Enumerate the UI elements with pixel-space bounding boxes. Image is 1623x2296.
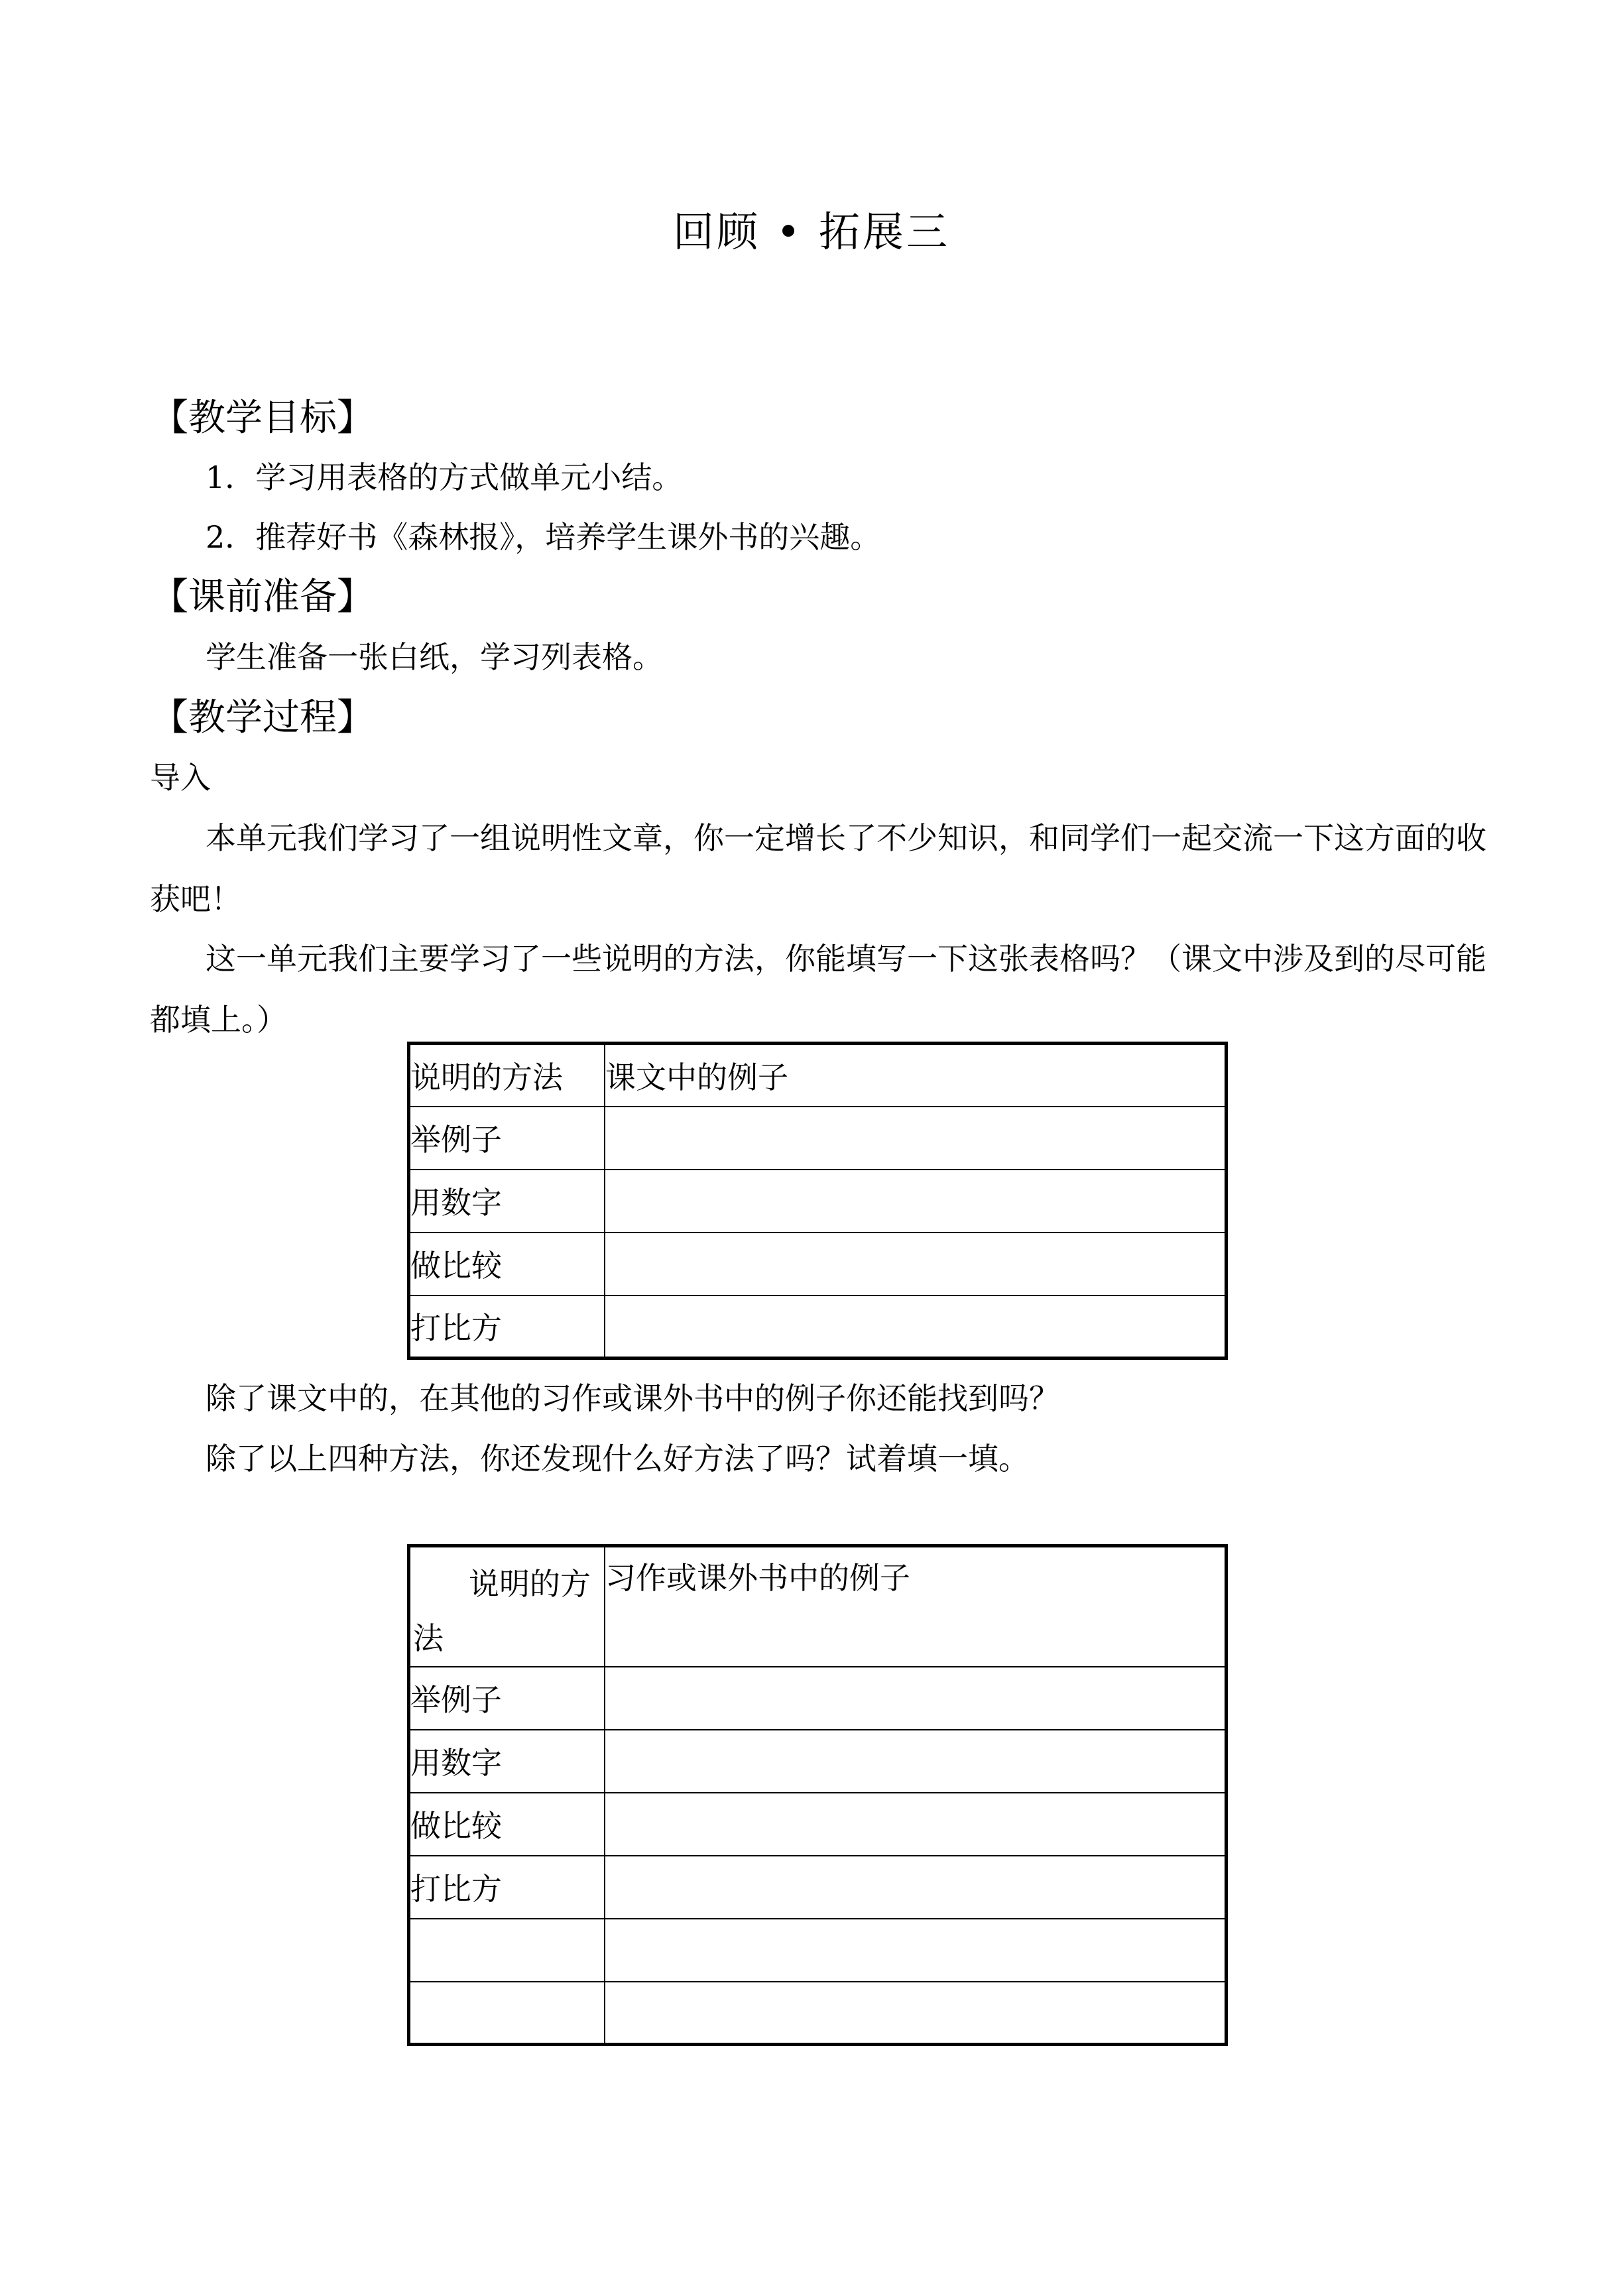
table-cell-method: 举例子 bbox=[409, 1667, 605, 1730]
table-cell-method: 打比方 bbox=[409, 1296, 605, 1359]
table-cell-example[interactable] bbox=[605, 1296, 1227, 1359]
table-cell-example[interactable] bbox=[605, 1667, 1227, 1730]
table-cell-example[interactable] bbox=[605, 1170, 1227, 1233]
table-cell-method: 用数字 bbox=[409, 1170, 605, 1233]
table-cell-method: 用数字 bbox=[409, 1730, 605, 1793]
table-cell-example[interactable] bbox=[605, 1856, 1227, 1919]
table-row bbox=[409, 1919, 1227, 1982]
table-header-row bbox=[409, 1546, 1227, 1667]
page-title: 回顾 • 拓展三 bbox=[673, 208, 950, 256]
table-cell-example[interactable] bbox=[605, 1793, 1227, 1856]
table-header-method bbox=[409, 1546, 605, 1667]
methods-table-textbook bbox=[407, 1042, 1228, 1360]
table-row bbox=[409, 1856, 1227, 1919]
table-row bbox=[409, 1170, 1227, 1233]
table-row bbox=[409, 1107, 1227, 1170]
intro-paragraph-4: 除了以上四种方法，你还发现什么好方法了吗？试着填一填。 bbox=[206, 1441, 1029, 1477]
intro-label: 导入 bbox=[150, 760, 211, 796]
table-cell-method: 做比较 bbox=[409, 1793, 605, 1856]
prep-heading: 【课前准备】 bbox=[151, 575, 374, 619]
goal-item-2: 2．推荐好书《森林报》，培养学生课外书的兴趣。 bbox=[206, 519, 881, 555]
table-header-method-line2: 法 bbox=[413, 1620, 444, 1656]
table-row bbox=[409, 1296, 1227, 1359]
table-header-example: 课文中的例子 bbox=[605, 1044, 1227, 1107]
table-row bbox=[409, 1233, 1227, 1296]
methods-table-extracurricular bbox=[407, 1544, 1228, 2046]
table-cell-example[interactable] bbox=[605, 1730, 1227, 1793]
intro-paragraph-2: 这一单元我们主要学习了一些说明的方法，你能填写一下这张表格吗？（课文中涉及到的尽可能都填上。） bbox=[150, 941, 1486, 1038]
table-cell-method: 做比较 bbox=[409, 1233, 605, 1296]
prep-text: 学生准备一张白纸，学习列表格。 bbox=[206, 639, 663, 675]
table-row bbox=[409, 1667, 1227, 1730]
table-row bbox=[409, 1793, 1227, 1856]
table-cell-example[interactable] bbox=[605, 1919, 1227, 1982]
intro-paragraph-3: 除了课文中的，在其他的习作或课外书中的例子你还能找到吗？ bbox=[206, 1380, 1059, 1416]
table-cell-method-blank[interactable] bbox=[409, 1919, 605, 1982]
table-cell-example[interactable] bbox=[605, 1107, 1227, 1170]
table-cell-example[interactable] bbox=[605, 1982, 1227, 2045]
goal-item-1: 1．学习用表格的方式做单元小结。 bbox=[206, 459, 683, 495]
table-header-row bbox=[409, 1044, 1227, 1107]
table-header-example: 习作或课外书中的例子 bbox=[605, 1546, 1227, 1667]
table-cell-method: 打比方 bbox=[409, 1856, 605, 1919]
table-row bbox=[409, 1982, 1227, 2045]
table-cell-method-blank[interactable] bbox=[409, 1982, 605, 2045]
table-cell-method: 举例子 bbox=[409, 1107, 605, 1170]
intro-paragraph-1: 本单元我们学习了一组说明性文章，你一定增长了不少知识，和同学们一起交流一下这方面的收获吧！ bbox=[150, 820, 1486, 917]
process-heading: 【教学过程】 bbox=[151, 696, 374, 739]
table-row bbox=[409, 1730, 1227, 1793]
goals-heading: 【教学目标】 bbox=[151, 396, 374, 440]
table-header-method: 说明的方法 bbox=[409, 1044, 605, 1107]
table-header-method-line1: 说明的方 bbox=[469, 1566, 591, 1602]
table-cell-example[interactable] bbox=[605, 1233, 1227, 1296]
